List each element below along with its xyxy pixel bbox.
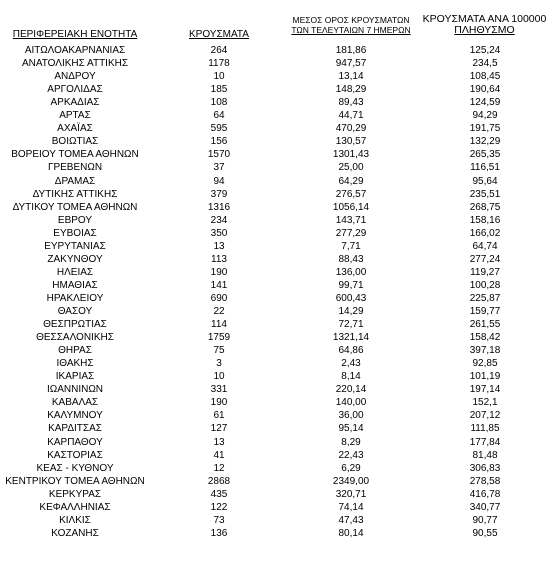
avg7-cell: 130,57 (335, 136, 367, 148)
table-row (0, 475, 553, 488)
per100k-cell: 235,51 (469, 188, 501, 200)
region-cell: ΑΧΑΪΑΣ (57, 123, 93, 135)
cases-cell: 690 (210, 292, 228, 304)
header-region: ΠΕΡΙΦΕΡΕΙΑΚΗ ΕΝΟΤΗΤΑ (12, 29, 138, 40)
region-cell: ΗΜΑΘΙΑΣ (52, 279, 98, 291)
avg7-cell: 276,57 (335, 188, 367, 200)
per100k-cell: 101,19 (469, 371, 501, 383)
cases-cell: 94 (213, 175, 225, 187)
avg7-cell: 136,00 (335, 266, 367, 278)
avg7-cell: 64,86 (338, 345, 364, 357)
region-cell: ΔΥΤΙΚΟΥ ΤΟΜΕΑ ΑΘΗΝΩΝ (12, 201, 138, 213)
cases-cell: 1178 (208, 58, 230, 70)
per100k-cell: 197,14 (469, 384, 501, 396)
region-cell: ΑΡΓΟΛΙΔΑΣ (47, 84, 103, 96)
header-avg7-line1: ΜΕΣΟΣ ΟΡΟΣ ΚΡΟΥΣΜΑΤΩΝ (292, 15, 410, 25)
region-cell: ΚΑΡΠΑΘΟΥ (47, 436, 103, 448)
avg7-cell: 95,14 (338, 423, 364, 435)
per100k-cell: 278,58 (469, 475, 501, 487)
table-row (0, 227, 553, 240)
cases-cell: 127 (210, 423, 228, 435)
cases-cell: 73 (213, 514, 225, 526)
avg7-cell: 140,00 (335, 397, 367, 409)
avg7-cell: 99,71 (338, 279, 364, 291)
cases-cell: 37 (213, 162, 225, 174)
per100k-cell: 152,1 (472, 397, 498, 409)
table-row (0, 305, 553, 318)
table-row (0, 96, 553, 109)
table-row (0, 501, 553, 514)
cases-cell: 435 (210, 488, 228, 500)
table-row (0, 57, 553, 70)
region-cell: ΗΛΕΙΑΣ (56, 266, 94, 278)
cases-cell: 156 (210, 136, 228, 148)
table-row (0, 214, 553, 227)
cases-cell: 64 (213, 110, 225, 122)
table-row (0, 462, 553, 475)
cases-cell: 141 (210, 279, 228, 291)
cases-cell: 113 (211, 253, 227, 265)
cases-cell: 75 (213, 345, 225, 357)
cases-cell: 331 (210, 384, 228, 396)
table-row (0, 135, 553, 148)
cases-cell: 595 (210, 123, 228, 135)
avg7-cell: 88,43 (338, 253, 364, 265)
table-row (0, 357, 553, 370)
table-row (0, 279, 553, 292)
per100k-cell: 190,64 (469, 84, 501, 96)
avg7-cell: 2,43 (341, 358, 361, 370)
per100k-cell: 111,85 (470, 423, 500, 435)
table-row (0, 292, 553, 305)
avg7-cell: 8,29 (341, 436, 361, 448)
per100k-cell: 116,51 (470, 162, 500, 174)
table-row (0, 201, 553, 214)
per100k-cell: 108,45 (469, 71, 501, 83)
table-row (0, 266, 553, 279)
table-row (0, 370, 553, 383)
region-cell: ΒΟΡΕΙΟΥ ΤΟΜΕΑ ΑΘΗΝΩΝ (11, 149, 139, 161)
avg7-cell: 6,29 (341, 462, 361, 474)
cases-cell: 264 (210, 45, 228, 56)
table-row (0, 83, 553, 96)
table-row (0, 331, 553, 344)
region-cell: ΑΙΤΩΛΟΑΚΑΡΝΑΝΙΑΣ (24, 45, 126, 56)
header-avg7 (283, 16, 419, 35)
cases-cell: 1316 (207, 201, 231, 213)
per100k-cell: 261,55 (469, 319, 501, 331)
table-row (0, 161, 553, 174)
per100k-cell: 125,24 (469, 45, 501, 56)
avg7-cell: 143,71 (335, 214, 367, 226)
region-cell: ΔΡΑΜΑΣ (54, 175, 96, 187)
avg7-cell: 277,29 (335, 227, 367, 239)
avg7-cell: 470,29 (335, 123, 367, 135)
table-row (0, 422, 553, 435)
region-cell: ΚΕΡΚΥΡΑΣ (48, 488, 102, 500)
avg7-cell: 220,14 (335, 384, 367, 396)
per100k-cell: 119,27 (470, 266, 500, 278)
avg7-cell: 1301,43 (332, 149, 370, 161)
header-per100k-line1: ΚΡΟΥΣΜΑΤΑ ΑΝΑ 100000 (422, 13, 547, 25)
avg7-cell: 600,43 (335, 292, 367, 304)
per100k-cell: 158,42 (469, 332, 501, 344)
per100k-cell: 207,12 (469, 410, 501, 422)
region-cell: ΘΕΣΣΑΛΟΝΙΚΗΣ (36, 332, 114, 344)
region-cell: ΒΟΙΩΤΙΑΣ (51, 136, 99, 148)
per100k-cell: 397,18 (469, 345, 501, 357)
avg7-cell: 1056,14 (332, 201, 370, 213)
cases-cell: 190 (210, 266, 228, 278)
per100k-cell: 416,78 (469, 488, 501, 500)
avg7-cell: 22,43 (338, 449, 364, 461)
per100k-cell: 90,77 (472, 514, 498, 526)
region-cell: ΚΑΣΤΟΡΙΑΣ (47, 449, 103, 461)
table-row (0, 188, 553, 201)
cases-cell: 136 (210, 527, 228, 539)
region-cell: ΚΕΦΑΛΛΗΝΙΑΣ (39, 501, 111, 513)
cases-cell: 1570 (207, 149, 231, 161)
table-row (0, 253, 553, 266)
table-row (0, 70, 553, 83)
per100k-cell: 81,48 (472, 449, 498, 461)
avg7-cell: 72,71 (338, 319, 364, 331)
per100k-cell: 225,87 (469, 292, 501, 304)
region-cell: ΚΕΑΣ - ΚΥΘΝΟΥ (36, 462, 114, 474)
avg7-cell: 7,71 (341, 240, 361, 252)
cases-cell: 350 (210, 227, 228, 239)
cases-cell: 190 (210, 397, 228, 409)
header-per100k (412, 14, 553, 36)
region-cell: ΚΕΝΤΡΙΚΟΥ ΤΟΜΕΑ ΑΘΗΝΩΝ (5, 475, 145, 487)
avg7-cell: 1321,14 (332, 332, 370, 344)
avg7-cell: 47,43 (338, 514, 364, 526)
table-row (0, 383, 553, 396)
cases-cell: 3 (216, 358, 222, 370)
per100k-cell: 268,75 (469, 201, 501, 213)
region-cell: ΚΑΡΔΙΤΣΑΣ (48, 423, 102, 435)
per100k-cell: 277,24 (469, 253, 501, 265)
region-cell: ΑΡΤΑΣ (59, 110, 91, 122)
cases-cell: 108 (210, 97, 228, 109)
region-cell: ΓΡΕΒΕΝΩΝ (47, 162, 103, 174)
avg7-cell: 947,57 (335, 58, 367, 70)
per100k-cell: 92,85 (472, 358, 498, 370)
avg7-cell: 148,29 (335, 84, 367, 96)
table-row (0, 527, 553, 540)
table-row (0, 44, 553, 57)
cases-cell: 13 (213, 436, 225, 448)
avg7-cell: 89,43 (338, 97, 364, 109)
avg7-cell: 181,86 (335, 45, 367, 56)
per100k-cell: 306,83 (469, 462, 501, 474)
region-cell: ΗΡΑΚΛΕΙΟΥ (46, 292, 104, 304)
avg7-cell: 13,14 (338, 71, 364, 83)
avg7-cell: 14,29 (338, 306, 364, 317)
region-cell: ΚΟΖΑΝΗΣ (51, 527, 99, 539)
per100k-cell: 90,55 (472, 527, 498, 539)
per100k-cell: 166,02 (469, 227, 501, 239)
cases-cell: 379 (210, 188, 228, 200)
avg7-cell: 36,00 (338, 410, 364, 422)
table-row (0, 396, 553, 409)
per100k-cell: 124,59 (469, 97, 501, 109)
table-row (0, 514, 553, 527)
table-row (0, 109, 553, 122)
cases-cell: 114 (211, 319, 227, 331)
per100k-cell: 132,29 (469, 136, 501, 148)
cases-cell: 1759 (207, 332, 231, 344)
region-cell: ΚΙΛΚΙΣ (59, 514, 91, 526)
header-cases: ΚΡΟΥΣΜΑΤΑ (189, 29, 249, 40)
per100k-cell: 159,77 (469, 306, 501, 317)
region-cell: ΖΑΚΥΝΘΟΥ (47, 253, 103, 265)
cases-cell: 61 (213, 410, 225, 422)
per100k-cell: 340,77 (469, 501, 501, 513)
table-row (0, 449, 553, 462)
region-cell: ΘΗΡΑΣ (58, 345, 92, 357)
header-per100k-line2: ΠΛΗΘΥΣΜΟ (454, 24, 515, 36)
avg7-cell: 64,29 (338, 175, 364, 187)
region-cell: ΙΚΑΡΙΑΣ (55, 371, 95, 383)
region-cell: ΑΝΑΤΟΛΙΚΗΣ ΑΤΤΙΚΗΣ (21, 58, 129, 70)
region-cell: ΚΑΛΥΜΝΟΥ (47, 410, 103, 422)
cases-cell: 12 (213, 462, 225, 474)
cases-cell: 234 (210, 214, 228, 226)
region-cell: ΘΕΣΠΡΩΤΙΑΣ (43, 319, 107, 331)
region-cell: ΕΥΡΥΤΑΝΙΑΣ (44, 240, 106, 252)
table-row (0, 436, 553, 449)
region-cell: ΑΝΔΡΟΥ (54, 71, 96, 83)
avg7-cell: 320,71 (335, 488, 367, 500)
table-row (0, 240, 553, 253)
per100k-cell: 234,5 (472, 58, 498, 70)
per100k-cell: 191,75 (469, 123, 501, 135)
cases-cell: 185 (210, 84, 228, 96)
table-row (0, 148, 553, 161)
cases-cell: 41 (213, 449, 225, 461)
region-cell: ΙΘΑΚΗΣ (56, 358, 94, 370)
cases-cell: 22 (213, 306, 225, 317)
avg7-cell: 2349,00 (332, 475, 370, 487)
region-cell: ΕΒΡΟΥ (57, 214, 93, 226)
avg7-cell: 8,14 (341, 371, 361, 383)
avg7-cell: 74,14 (338, 501, 364, 513)
avg7-cell: 80,14 (338, 527, 364, 539)
per100k-cell: 100,28 (469, 279, 501, 291)
cases-cell: 2868 (207, 475, 231, 487)
table-row (0, 318, 553, 331)
per100k-cell: 158,16 (469, 214, 501, 226)
region-cell: ΕΥΒΟΙΑΣ (53, 227, 97, 239)
cases-cell: 122 (210, 501, 228, 513)
cases-cell: 10 (213, 71, 225, 83)
header-avg7-line2: ΤΩΝ ΤΕΛΕΥΤΑΙΩΝ 7 ΗΜΕΡΩΝ (291, 24, 411, 35)
region-cell: ΔΥΤΙΚΗΣ ΑΤΤΙΚΗΣ (32, 188, 118, 200)
cases-cell: 13 (213, 240, 225, 252)
region-cell: ΑΡΚΑΔΙΑΣ (50, 97, 100, 109)
table-row (0, 488, 553, 501)
per100k-cell: 95,64 (472, 175, 498, 187)
avg7-cell: 25,00 (338, 162, 364, 174)
table-row (0, 175, 553, 188)
per100k-cell: 177,84 (469, 436, 501, 448)
region-cell: ΚΑΒΑΛΑΣ (51, 397, 99, 409)
table-row (0, 122, 553, 135)
region-cell: ΘΑΣΟΥ (57, 306, 93, 317)
per100k-cell: 265,35 (469, 149, 501, 161)
per100k-cell: 94,29 (472, 110, 498, 122)
per100k-cell: 64,74 (472, 240, 498, 252)
cases-cell: 10 (213, 371, 225, 383)
region-cell: ΙΩΑΝΝΙΝΩΝ (46, 384, 104, 396)
table-row (0, 344, 553, 357)
table-row (0, 409, 553, 422)
avg7-cell: 44,71 (338, 110, 364, 122)
